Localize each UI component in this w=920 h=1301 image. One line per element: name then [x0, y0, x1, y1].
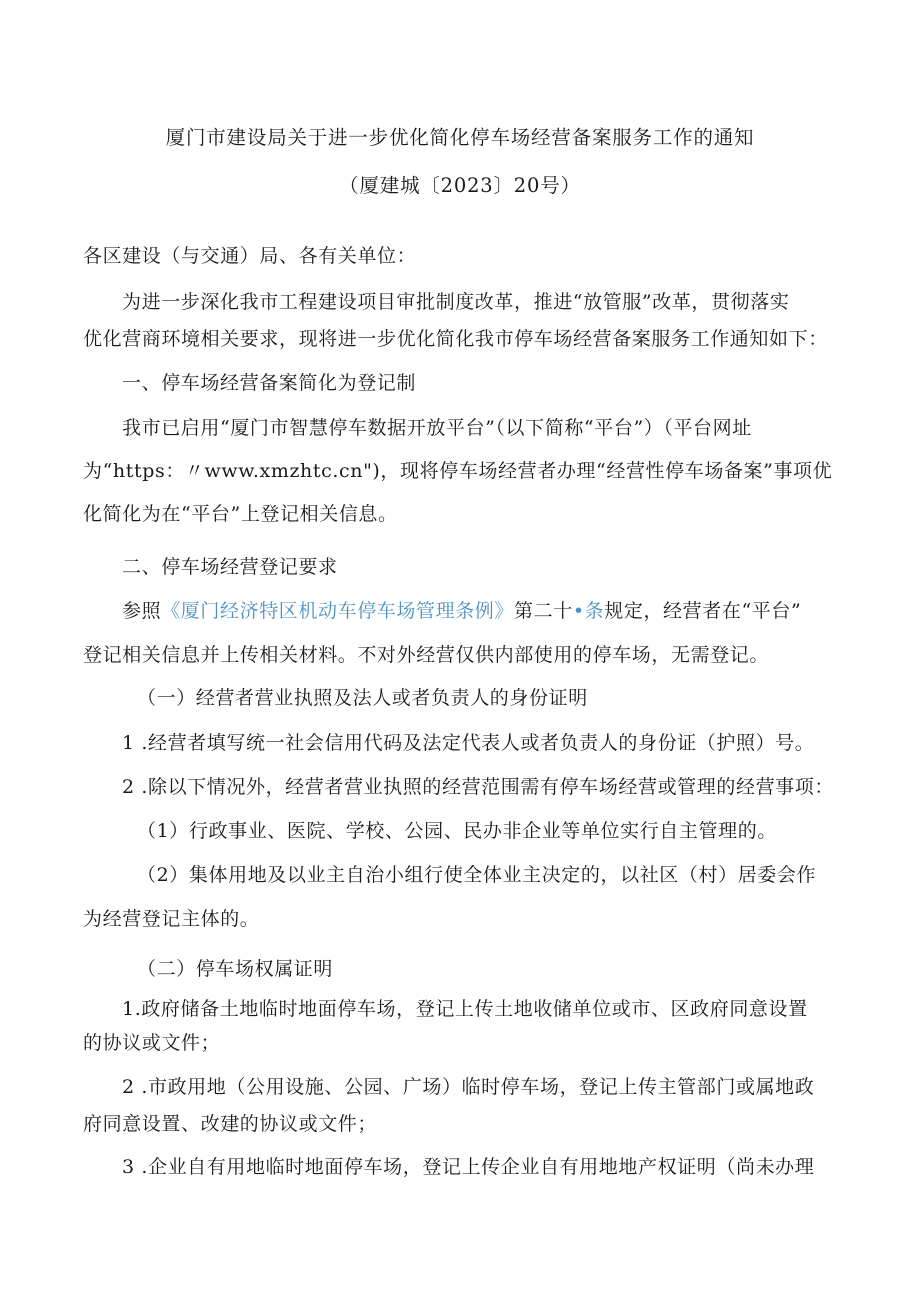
subsection-1-item-1: 1 .经营者填写统一社会信用代码及法定代表人或者负责人的身份证（护照）号。	[122, 732, 815, 754]
section-1-paragraph-line-3: 化简化为在“平台”上登记相关信息。	[83, 503, 398, 525]
section-2-paragraph-line-2: 登记相关信息并上传相关材料。不对外经营仅供内部使用的停车场，无需登记。	[83, 644, 770, 666]
section-2-article: 第二十	[514, 600, 573, 622]
subsection-2-item-1-line-1: 1.政府储备土地临时地面停车场，登记上传土地收储单位或市、区政府同意设置	[122, 998, 808, 1020]
article-dot: •	[572, 600, 585, 622]
section-2-suffix: 规定，经营者在“平台”	[604, 600, 802, 622]
section-1-paragraph-line-1: 我市已启用“厦门市智慧停车数据开放平台”（以下简称“平台”）（平台网址	[122, 417, 752, 439]
subsection-2-heading: （二）停车场权属证明	[137, 958, 334, 980]
section-2-paragraph-line-1	[122, 599, 801, 623]
section-2-heading: 二、停车场经营登记要求	[122, 556, 338, 578]
subsection-2-item-1-line-2: 的协议或文件；	[83, 1032, 221, 1054]
section-1-paragraph-line-2: 为“https：〃www.xmzhtc.cn")，现将停车场经营者办理“经营性停车场备案”事项优	[83, 460, 833, 482]
section-1-heading: 一、停车场经营备案简化为登记制	[122, 372, 417, 394]
subsection-1-item-2-b-line-1: （2）集体用地及以业主自治小组行使全体业主决定的，以社区（村）居委会作	[137, 864, 817, 886]
subsection-1-item-2-b-line-2: 为经营登记主体的。	[83, 908, 260, 930]
intro-paragraph-line-2: 优化营商环境相关要求，现将进一步优化简化我市停车场经营备案服务工作通知如下：	[83, 328, 828, 350]
subsection-1-item-2: 2 .除以下情况外，经营者营业执照的经营范围需有停车场经营或管理的经营事项：	[122, 776, 834, 798]
intro-paragraph-line-1: 为进一步深化我市工程建设项目审批制度改革，推进“放管服”改革，贯彻落实	[122, 291, 790, 313]
document-title: 厦门市建设局关于进一步优化简化停车场经营备案服务工作的通知	[165, 126, 755, 149]
subsection-2-item-2-line-2: 府同意设置、改建的协议或文件；	[83, 1113, 378, 1135]
subsection-1-item-2-a: （1）行政事业、医院、学校、公园、民办非企业等单位实行自主管理的。	[137, 820, 777, 842]
regulation-link[interactable]: 《厦门经济特区机动车停车场管理条例》	[161, 600, 515, 622]
subsection-1-heading: （一）经营者营业执照及法人或者负责人的身份证明	[137, 687, 588, 709]
document-number: （厦建城〔2023〕20号）	[339, 174, 581, 197]
subsection-2-item-3-line-1: 3 .企业自有用地临时地面停车场，登记上传企业自有用地地产权证明（尚未办理	[122, 1156, 815, 1178]
section-2-prefix: 参照	[122, 600, 162, 622]
subsection-2-item-2-line-1: 2 .市政用地（公用设施、公园、广场）临时停车场，登记上传主管部门或属地政	[122, 1076, 815, 1098]
salutation: 各区建设（与交通）局、各有关单位：	[83, 245, 417, 267]
article-link[interactable]: 条	[584, 600, 605, 622]
